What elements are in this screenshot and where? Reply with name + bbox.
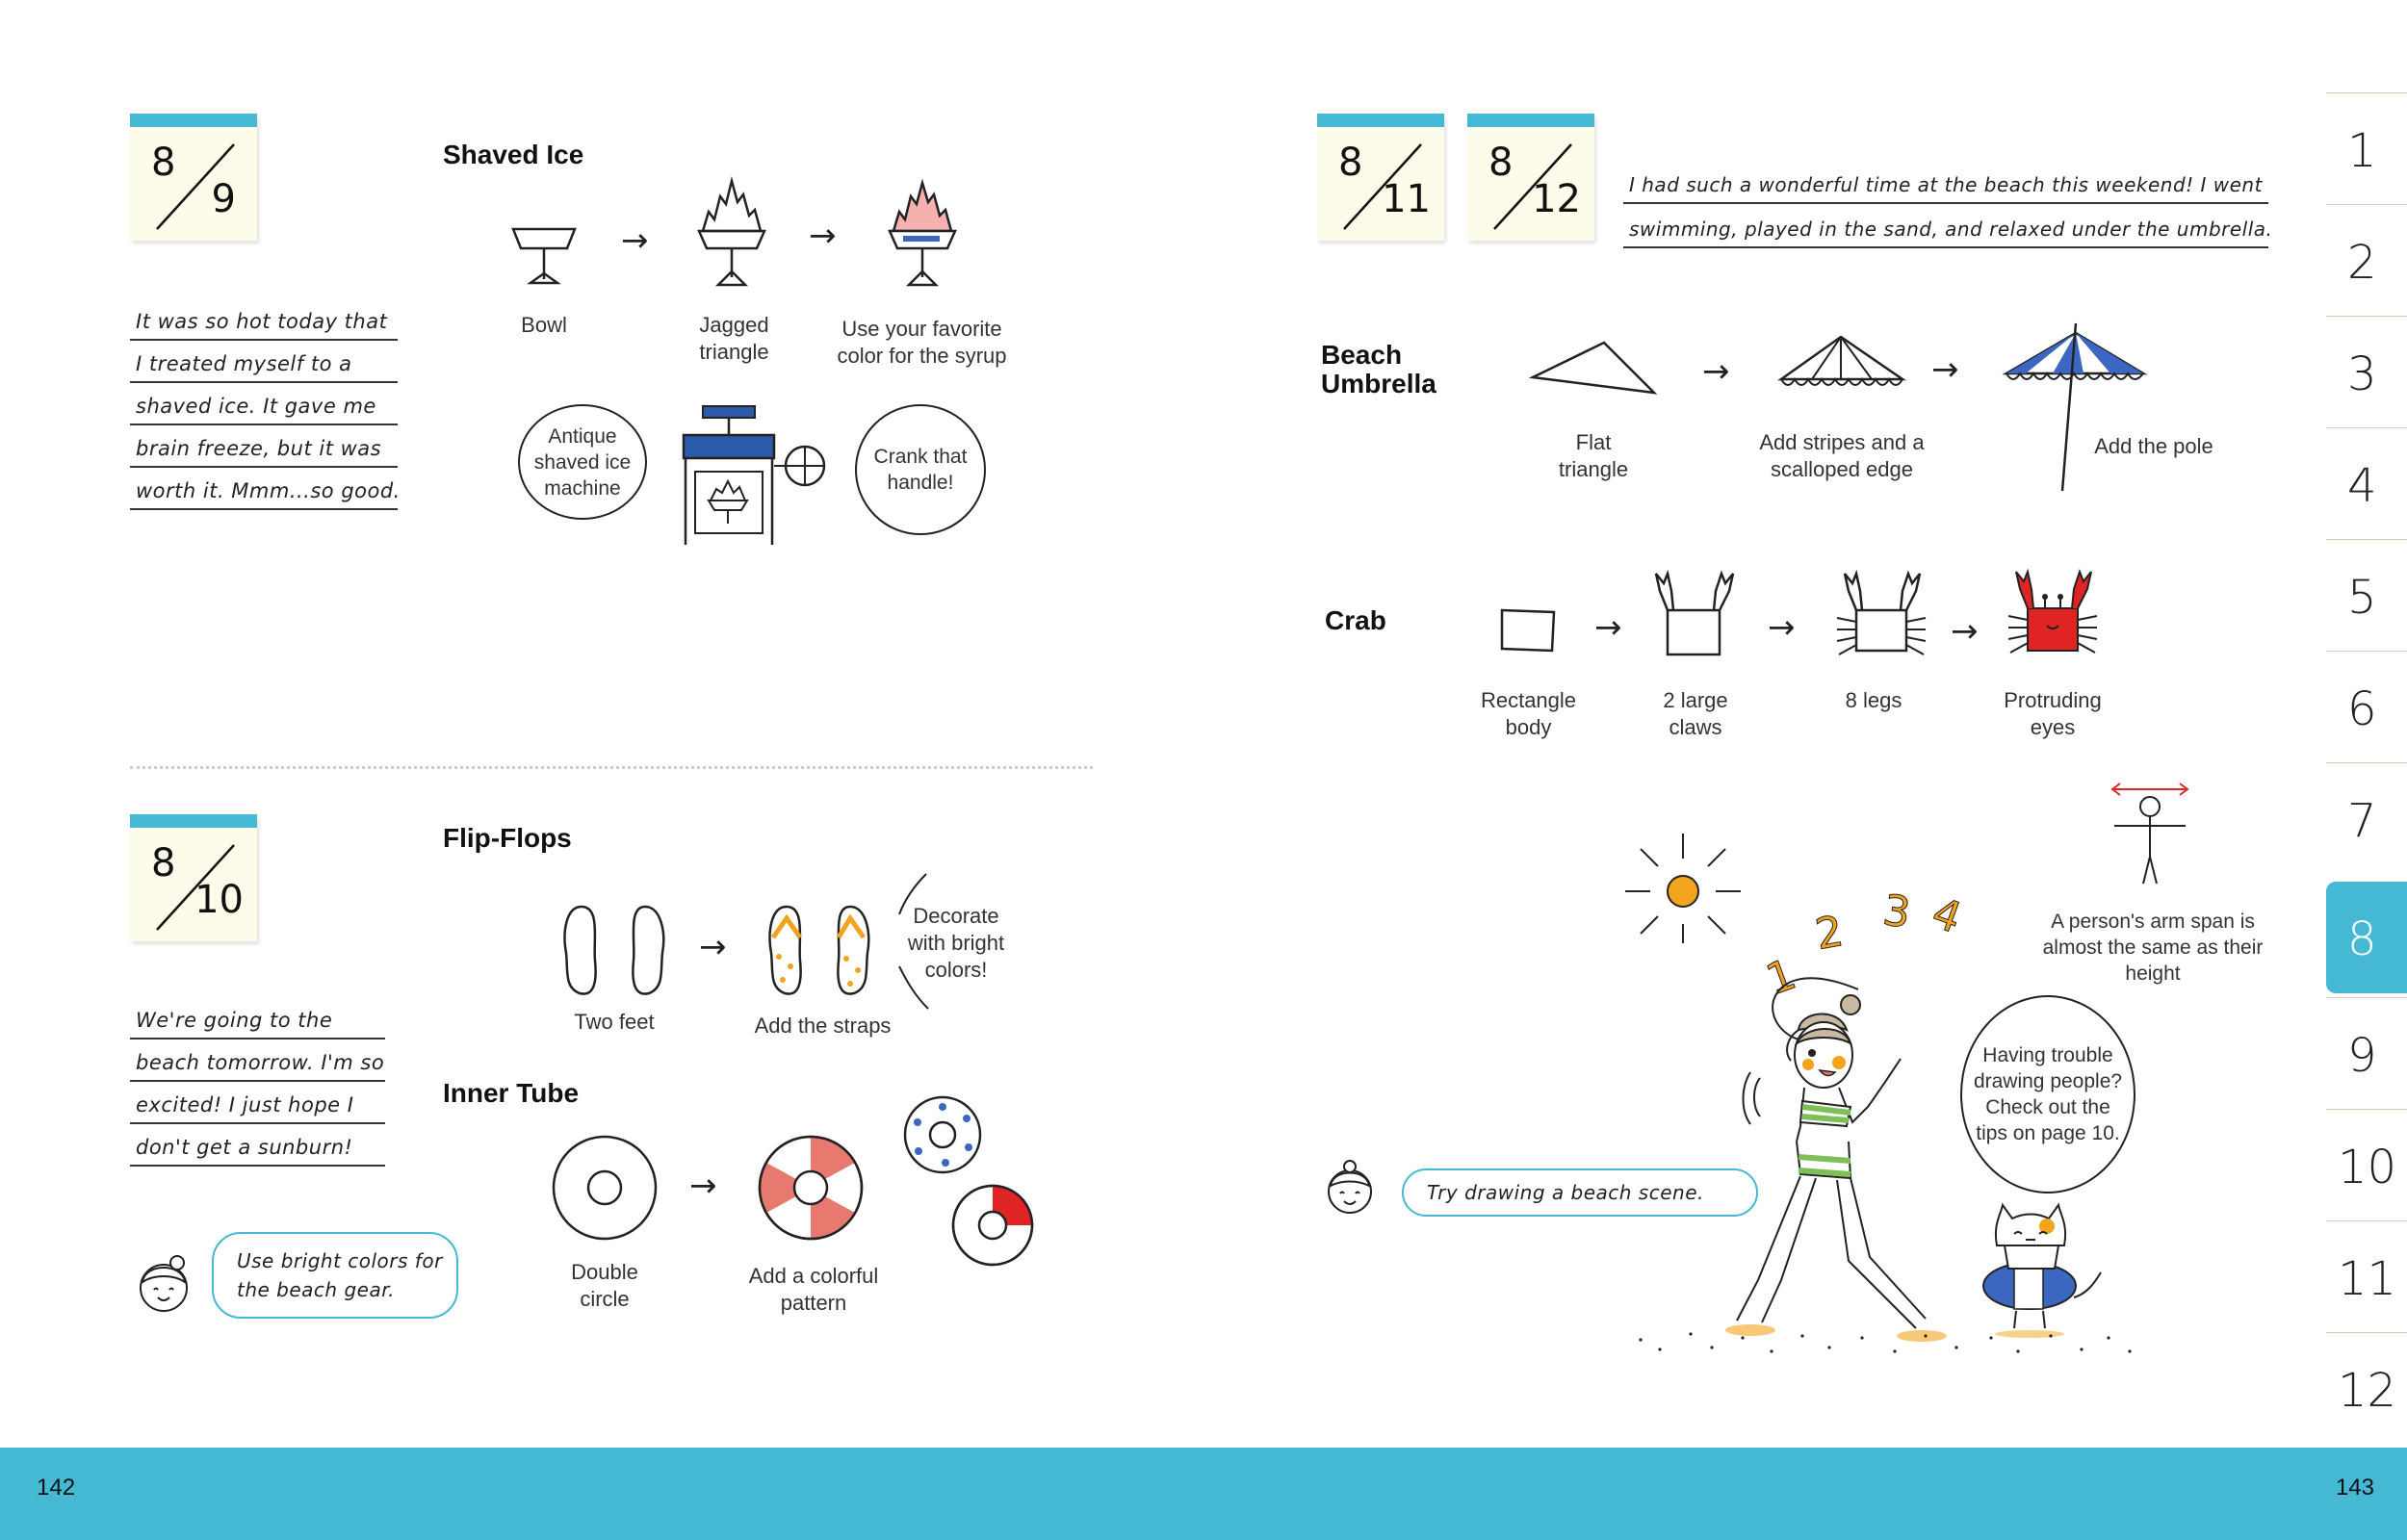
step-caption: Protruding eyes (2004, 688, 2102, 739)
month-tab-label: 7 (2347, 794, 2377, 848)
month-tab-label: 4 (2347, 459, 2377, 513)
two-feet-drawing (560, 903, 668, 999)
month-tab-label: 8 (2347, 912, 2377, 966)
girl-avatar-icon (135, 1253, 193, 1315)
flat-triangle-drawing (1529, 339, 1658, 397)
step-caption: Rectangle body (1480, 688, 1577, 739)
month-tab-7[interactable] (2326, 762, 2407, 874)
date-day: 11 (1382, 177, 1431, 221)
count-number: 4 (1926, 887, 1968, 944)
date-day: 10 (194, 878, 244, 922)
bubble-text: Having trouble drawing people? Check out the tips on page 10. (1973, 1044, 2123, 1144)
journal-line: brain freeze, but it was (130, 425, 398, 468)
tip-bubble (212, 1232, 458, 1319)
month-tab-label: 5 (2347, 571, 2377, 625)
tip-text: Use bright colors for the beach gear. (237, 1249, 443, 1301)
date-card-8-9 (130, 114, 257, 241)
sand-dots-drawing (1637, 1324, 2137, 1359)
month-tab-label: 3 (2347, 347, 2377, 401)
month-tab-12[interactable] (2326, 1332, 2407, 1444)
month-tab-10[interactable] (2326, 1109, 2407, 1220)
page-number-left: 142 (37, 1475, 76, 1501)
title-line: Umbrella (1321, 369, 1436, 398)
month-tab-6[interactable] (2326, 651, 2407, 762)
section-divider (130, 766, 1093, 769)
step-caption: Double circle (571, 1260, 638, 1311)
journal-line: worth it. Mmm...so good. (130, 468, 398, 510)
date-month: 8 (151, 141, 176, 185)
step-caption: 8 legs (1845, 688, 1902, 712)
month-tab-label: 2 (2347, 236, 2377, 290)
month-tab-1[interactable] (2326, 92, 2407, 204)
month-tab-label: 9 (2347, 1029, 2377, 1083)
arrow-icon: → (621, 221, 649, 260)
step-caption: Flat triangle (1558, 430, 1629, 481)
step-caption: Bowl (521, 313, 567, 337)
month-tab-label: 10 (2338, 1141, 2397, 1194)
journal-line: shaved ice. It gave me (130, 383, 398, 425)
step-caption: Add the pole (2094, 434, 2213, 458)
date-card-8-10 (130, 814, 257, 941)
arrow-icon: → (1768, 608, 1796, 647)
patterned-inner-tube-drawing (757, 1134, 865, 1242)
date-card-8-11 (1317, 114, 1444, 241)
arm-span-note: A person's arm span is almost the same as their height (2042, 911, 2264, 985)
count-number: 1 (1760, 949, 1802, 1006)
beach-umbrella-title (1321, 341, 1436, 398)
tip-text: Try drawing a beach scene. (1427, 1181, 1704, 1204)
crab-claws-drawing (1650, 570, 1737, 658)
month-tab-label: 1 (2347, 124, 2377, 178)
date-month: 8 (1338, 141, 1363, 185)
step-caption: Add the straps (754, 1014, 892, 1038)
shaved-ice-machine-drawing (674, 404, 838, 545)
month-tab-11[interactable] (2326, 1220, 2407, 1332)
arrow-icon: → (699, 928, 727, 966)
count-number: 3 (1879, 886, 1914, 938)
bowl-drawing (505, 221, 582, 289)
journal-line: I had such a wonderful time at the beach this weekend! I went (1623, 162, 2268, 204)
journal-line: don't get a sunburn! (130, 1124, 385, 1167)
speech-bubble (1960, 995, 2135, 1194)
date-card-8-12 (1467, 114, 1594, 241)
month-tab-8-active[interactable] (2326, 882, 2407, 993)
bubble-text: Antique shaved ice machine (533, 424, 632, 500)
stretching-woman-drawing (1723, 972, 1974, 1348)
date-day: 9 (211, 177, 236, 221)
date-day: 12 (1532, 177, 1581, 221)
title-line: Beach (1321, 340, 1403, 370)
crab-legs-drawing (1833, 570, 1929, 662)
journal-line: It was so hot today that (130, 298, 398, 341)
step-caption: Use your favorite color for the syrup (837, 317, 1007, 368)
flip-flops-title: Flip-Flops (443, 823, 572, 853)
journal-line: beach tomorrow. I'm so (130, 1040, 385, 1082)
tip-bubble (1402, 1168, 1758, 1217)
girl-avatar-icon (1323, 1159, 1377, 1217)
month-tab-5[interactable] (2326, 539, 2407, 651)
striped-umbrella-drawing (1777, 333, 1906, 404)
red-crab-drawing (2003, 568, 2103, 660)
count-number: 2 (1811, 906, 1848, 961)
month-tab-4[interactable] (2326, 427, 2407, 539)
arrow-icon: → (809, 217, 837, 255)
arrow-icon: → (689, 1167, 717, 1205)
arrow-icon: → (1931, 350, 1959, 389)
bubble-text: Crank that handle! (873, 446, 968, 494)
rectangle-body-drawing (1498, 606, 1558, 654)
footer-bar (0, 1448, 2407, 1540)
red-section-inner-tube-drawing (951, 1184, 1034, 1267)
month-tab-label: 12 (2338, 1364, 2397, 1418)
flip-flops-with-straps-drawing (765, 903, 873, 999)
page-number-right: 143 (2335, 1475, 2374, 1501)
dotted-inner-tube-drawing (903, 1095, 982, 1174)
speech-bubble (855, 404, 986, 535)
month-tab-3[interactable] (2326, 316, 2407, 427)
crab-title: Crab (1325, 605, 1386, 635)
journal-line: swimming, played in the sand, and relaxed under the umbrella. (1623, 206, 2268, 248)
step-caption: 2 large claws (1663, 688, 1728, 739)
inner-tube-title: Inner Tube (443, 1078, 580, 1108)
journal-line: I treated myself to a (130, 341, 398, 383)
journal-line: We're going to the (130, 997, 385, 1040)
month-tab-label: 11 (2338, 1252, 2397, 1306)
arrow-icon: → (1594, 608, 1622, 647)
date-month: 8 (1488, 141, 1514, 185)
step-caption: Add stripes and a scalloped edge (1759, 430, 1925, 481)
speech-bubble (518, 404, 647, 520)
sun-icon (1621, 830, 1745, 945)
date-month: 8 (151, 841, 176, 886)
step-caption: Jagged triangle (699, 313, 769, 364)
decorate-note: Decorate with bright colors! (907, 904, 1005, 982)
month-tab-2[interactable] (2326, 204, 2407, 316)
syrup-shaved-ice-drawing (884, 173, 961, 294)
double-circle-drawing (551, 1134, 659, 1242)
step-caption: Two feet (574, 1010, 655, 1034)
date-slash (130, 114, 257, 241)
cat-with-inner-tube-drawing (1981, 1186, 2107, 1340)
month-tab-label: 6 (2347, 682, 2377, 736)
jagged-triangle-drawing (693, 173, 770, 294)
journal-line: excited! I just hope I (130, 1082, 385, 1124)
arrow-icon: → (1702, 352, 1730, 391)
step-caption: Add a colorful pattern (748, 1264, 879, 1315)
shaved-ice-title: Shaved Ice (443, 140, 584, 169)
month-tab-9[interactable] (2326, 997, 2407, 1109)
umbrella-with-pole-drawing (2003, 321, 2147, 495)
arrow-icon: → (1951, 612, 1979, 651)
stick-figure-arm-span-icon (2107, 780, 2193, 887)
